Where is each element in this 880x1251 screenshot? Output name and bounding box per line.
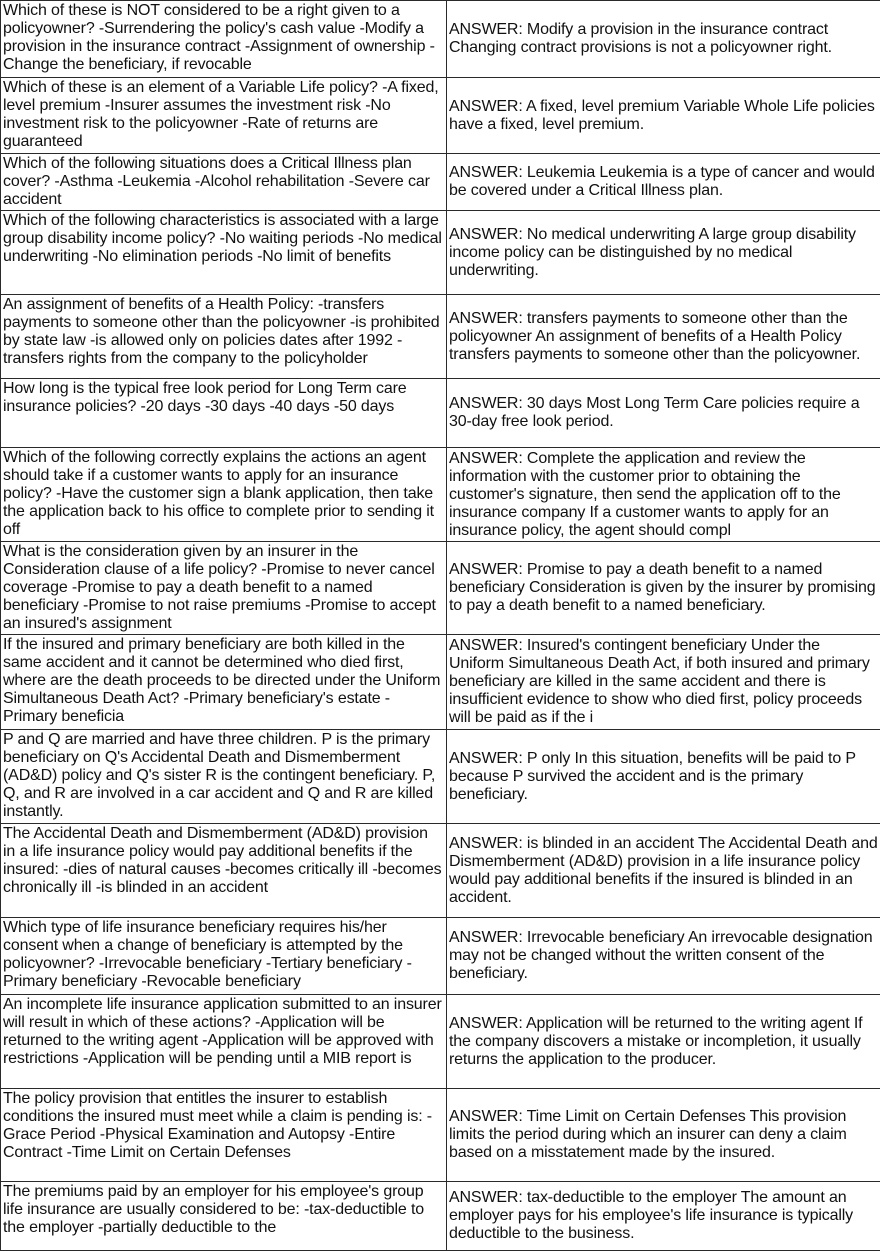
table-row xyxy=(1,1182,880,1251)
answer-cell: ANSWER: Leukemia Leukemia is a type of cancer and would be covered under a Critical Illness plan. xyxy=(447,154,880,211)
table-row xyxy=(1,542,880,635)
answer-cell: ANSWER: Irrevocable beneficiary An irrevocable designation may not be changed without the written consent of the beneficiary. xyxy=(447,918,880,995)
question-cell: Which of these is NOT considered to be a right given to a policyowner? -Surrendering the policy's cash value -Modify a provision in the insurance contract -Assignment of ownership -Change the beneficiary, if revocable xyxy=(1,1,447,78)
answer-cell: ANSWER: P only In this situation, benefits will be paid to P because P survived the accident and is the primary beneficiary. xyxy=(447,730,880,824)
question-cell: If the insured and primary beneficiary are both killed in the same accident and it cannot be determined who died first, where are the death proceeds to be directed under the Uniform Simultaneous Death Act? -Primary beneficiary's estate -Primary beneficia xyxy=(1,635,447,730)
table-row xyxy=(1,824,880,918)
answer-cell: ANSWER: Promise to pay a death benefit to a named beneficiary Consideration is given by the insurer by promising to pay a death benefit to a named beneficiary. xyxy=(447,542,880,635)
table-row xyxy=(1,635,880,730)
table-row xyxy=(1,78,880,154)
answer-cell: ANSWER: 30 days Most Long Term Care policies require a 30-day free look period. xyxy=(447,379,880,448)
answer-cell: ANSWER: is blinded in an accident The Accidental Death and Dismemberment (AD&D) provision in a life insurance policy would pay additional benefits if the insured is blinded in an accident. xyxy=(447,824,880,918)
answer-cell: ANSWER: transfers payments to someone other than the policyowner An assignment of benefits of a Health Policy transfers payments to someone other than the policyowner. xyxy=(447,295,880,379)
table-row xyxy=(1,918,880,995)
table-row xyxy=(1,379,880,448)
table-row xyxy=(1,730,880,824)
question-cell: Which of the following situations does a Critical Illness plan cover? -Asthma -Leukemia -Alcohol rehabilitation -Severe car accident xyxy=(1,154,447,211)
question-cell: Which of the following characteristics is associated with a large group disability income policy? -No waiting periods -No medical underwriting -No elimination periods -No limit of benefits xyxy=(1,211,447,295)
question-cell: Which of the following correctly explains the actions an agent should take if a customer wants to apply for an insurance policy? -Have the customer sign a blank application, then take the application back to his office to complete prior to sending it off xyxy=(1,448,447,542)
question-cell: What is the consideration given by an insurer in the Consideration clause of a life policy? -Promise to never cancel coverage -Promise to pay a death benefit to a named beneficiary -Promise to not raise premiums -Promise to accept an insured's assignment xyxy=(1,542,447,635)
answer-cell: ANSWER: Insured's contingent beneficiary Under the Uniform Simultaneous Death Act, if both insured and primary beneficiary are killed in the same accident and there is insufficient evidence to show who died first, policy proceeds will be paid as if the i xyxy=(447,635,880,730)
answer-cell: ANSWER: A fixed, level premium Variable Whole Life policies have a fixed, level premium. xyxy=(447,78,880,154)
answer-cell: ANSWER: Complete the application and review the information with the customer prior to obtaining the customer's signature, then send the application off to the insurance company If a customer wants to apply for an insurance policy, the agent should compl xyxy=(447,448,880,542)
answer-cell: ANSWER: No medical underwriting A large group disability income policy can be distinguished by no medical underwriting. xyxy=(447,211,880,295)
answer-cell: ANSWER: tax-deductible to the employer The amount an employer pays for his employee's life insurance is typically deductible to the business. xyxy=(447,1182,880,1251)
answer-cell: ANSWER: Application will be returned to the writing agent If the company discovers a mistake or incompletion, it usually returns the application to the producer. xyxy=(447,995,880,1089)
table-row xyxy=(1,1,880,78)
question-cell: The policy provision that entitles the insurer to establish conditions the insured must meet while a claim is pending is: -Grace Period -Physical Examination and Autopsy -Entire Contract -Time Limit on Certain Defenses xyxy=(1,1089,447,1182)
question-cell: An incomplete life insurance application submitted to an insurer will result in which of these actions? -Application will be returned to the writing agent -Application will be approved with restrictions -Application will be pending until a MIB report is xyxy=(1,995,447,1089)
answer-cell: ANSWER: Time Limit on Certain Defenses This provision limits the period during which an insurer can deny a claim based on a misstatement made by the insured. xyxy=(447,1089,880,1182)
table-row xyxy=(1,995,880,1089)
table-row xyxy=(1,1089,880,1182)
question-cell: The premiums paid by an employer for his employee's group life insurance are usually considered to be: -tax-deductible to the employer -partially deductible to the xyxy=(1,1182,447,1251)
table-row xyxy=(1,154,880,211)
question-cell: Which of these is an element of a Variable Life policy? -A fixed, level premium -Insurer assumes the investment risk -No investment risk to the policyowner -Rate of returns are guaranteed xyxy=(1,78,447,154)
question-cell: Which type of life insurance beneficiary requires his/her consent when a change of beneficiary is attempted by the policyowner? -Irrevocable beneficiary -Tertiary beneficiary -Primary beneficiary -Revocable beneficiary xyxy=(1,918,447,995)
question-cell: The Accidental Death and Dismemberment (AD&D) provision in a life insurance policy would pay additional benefits if the insured: -dies of natural causes -becomes critically ill -becomes chronically ill -is blinded in an accident xyxy=(1,824,447,918)
table-row xyxy=(1,211,880,295)
question-cell: An assignment of benefits of a Health Policy: -transfers payments to someone other than the policyowner -is prohibited by state law -is allowed only on policies dates after 1992 -transfers rights from the company to the policyholder xyxy=(1,295,447,379)
question-cell: How long is the typical free look period for Long Term care insurance policies? -20 days -30 days -40 days -50 days xyxy=(1,379,447,448)
table-row xyxy=(1,295,880,379)
answer-cell: ANSWER: Modify a provision in the insurance contract Changing contract provisions is not a policyowner right. xyxy=(447,1,880,78)
table-row xyxy=(1,448,880,542)
question-cell: P and Q are married and have three children. P is the primary beneficiary on Q's Accidental Death and Dismemberment (AD&D) policy and Q's sister R is the contingent beneficiary. P, Q, and R are involved in a car accident and Q and R are killed instantly. xyxy=(1,730,447,824)
